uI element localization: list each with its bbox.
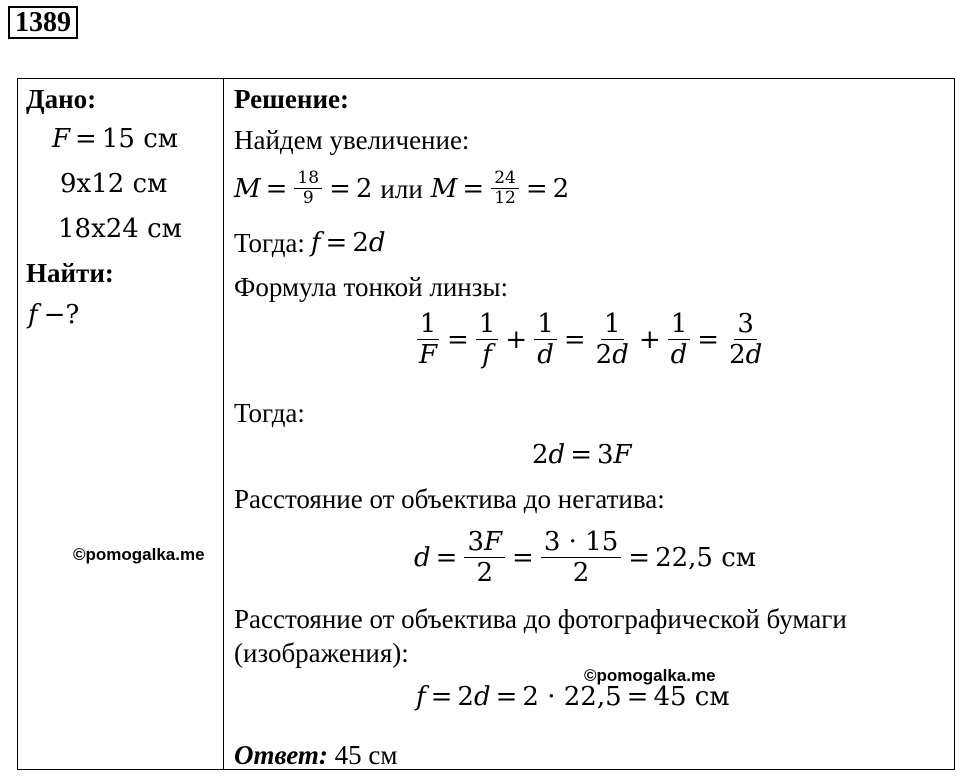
paper-distance-label-1: Расстояние от объектива до фотографической бумаги: [234, 604, 847, 634]
solution-title: Решение:: [234, 84, 349, 114]
then2-label: Тогда:: [234, 398, 305, 428]
lens-formula: $\frac{1}{F}$ = $\frac{1}{f}$ + $\frac{1}{d}$ = $\frac{1}{2d}$ + $\frac{1}{d}$ = $\frac{3}{2d}$: [414, 309, 767, 370]
watermark-left: ©pomogalka.me: [73, 545, 205, 564]
answer-value: 45 см: [334, 740, 398, 770]
given-size-small: 9x12 см: [60, 169, 168, 199]
watermark-right: ©pomogalka.me: [584, 666, 716, 685]
solution-table: [17, 78, 955, 770]
find-item: f −?: [28, 300, 80, 330]
given-focal-length: F = 15 см: [52, 124, 178, 154]
negative-distance-formula: d = $\frac{3F}{2}$ = $\frac{3 \cdot 15}{2}$ = 22,5 см: [414, 527, 757, 588]
given-size-large: 18x24 см: [58, 214, 182, 244]
column-divider: [223, 79, 224, 769]
answer-label: Ответ:: [234, 740, 328, 770]
given-title: Дано:: [26, 84, 97, 114]
magnification-label: Найдем увеличение:: [234, 125, 470, 155]
find-title: Найти:: [26, 258, 114, 288]
paper-distance-formula: f = 2 d = 2 · 22,5 = 45 см: [416, 682, 730, 712]
relation-2d-3F: 2 d = 3 F: [532, 440, 632, 470]
problem-number: 1389: [8, 6, 78, 39]
paper-distance-label-2: (изображения):: [234, 638, 409, 668]
magnification-formula: M = $\frac{18}{9}$ = 2 или M = $\frac{24}{12}$ = 2: [234, 168, 570, 208]
then-relation: Тогда: f = 2 d: [234, 228, 386, 258]
answer-line: [234, 739, 397, 771]
negative-distance-label: Расстояние от объектива до негатива:: [234, 484, 665, 514]
lens-formula-label: Формула тонкой линзы:: [234, 272, 509, 302]
